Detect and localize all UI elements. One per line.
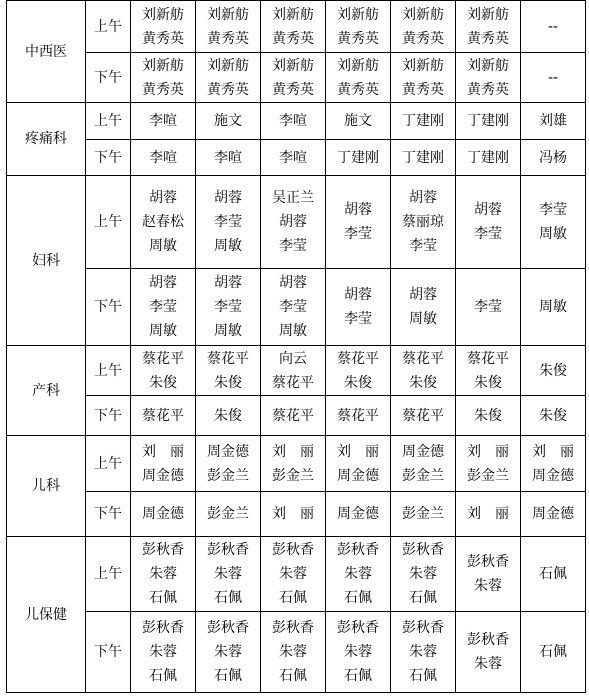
doctor-name: 刘新舫	[402, 57, 444, 74]
doctor-name: 胡蓉	[409, 287, 437, 303]
doctor-name: 刘 丽	[532, 443, 574, 460]
doctor-name: 朱俊	[344, 374, 372, 391]
doctor-name: 蔡丽琼	[402, 214, 444, 230]
doctor-name: 黄秀英	[402, 30, 444, 47]
doctor-name: --	[547, 18, 559, 35]
schedule-cell	[131, 140, 196, 176]
period-cell: 下午	[86, 53, 131, 103]
period-cell: 下午	[86, 612, 131, 693]
doctor-name: 刘新舫	[467, 57, 509, 74]
schedule-cell	[131, 269, 196, 346]
schedule-cell	[391, 103, 456, 140]
doctor-name: 李莹	[279, 238, 307, 254]
doctor-name: 彭秋香	[272, 542, 314, 558]
doctor-name: 刘 丽	[467, 506, 509, 522]
doctor-name: 朱俊	[409, 374, 437, 391]
schedule-row	[7, 140, 586, 176]
schedule-cell	[521, 612, 586, 693]
doctor-name: 蔡花平	[467, 350, 509, 367]
doctor-name: 李喧	[279, 149, 307, 166]
schedule-cell	[521, 176, 586, 269]
schedule-cell	[521, 492, 586, 537]
schedule-cell	[261, 492, 326, 537]
doctor-name: 朱蓉	[344, 566, 372, 582]
doctor-name: 石佩	[409, 668, 437, 684]
doctor-name: 朱蓉	[279, 644, 307, 660]
doctor-name: 彭金兰	[467, 467, 509, 484]
doctor-name: 黄秀英	[207, 30, 249, 47]
doctor-name: 周敏	[214, 238, 242, 254]
schedule-cell	[326, 103, 391, 140]
doctor-name: 刘新舫	[337, 57, 379, 74]
doctor-name: 黄秀英	[402, 81, 444, 98]
schedule-cell	[391, 269, 456, 346]
schedule-cell	[521, 53, 586, 103]
schedule-row	[7, 537, 586, 612]
doctor-name: 李莹	[539, 202, 567, 218]
doctor-name: 朱俊	[214, 374, 242, 391]
department-cell: 中西医	[7, 1, 86, 103]
doctor-name: 周敏	[149, 323, 177, 339]
schedule-cell	[131, 1, 196, 53]
schedule-cell	[391, 396, 456, 436]
schedule-cell	[391, 1, 456, 53]
schedule-cell	[196, 396, 261, 436]
doctor-name: 朱俊	[539, 407, 567, 424]
schedule-cell	[261, 140, 326, 176]
doctor-name: 彭秋香	[207, 542, 249, 558]
schedule-row	[7, 396, 586, 436]
schedule-row	[7, 269, 586, 346]
doctor-name: 吴正兰	[272, 190, 314, 206]
doctor-name: 彭秋香	[467, 632, 509, 648]
schedule-cell	[326, 396, 391, 436]
schedule-cell	[261, 612, 326, 693]
doctor-name: 周金德	[532, 506, 574, 522]
doctor-name: 周金德	[532, 467, 574, 484]
doctor-name: 朱蓉	[344, 644, 372, 660]
schedule-cell	[326, 176, 391, 269]
doctor-name: 刘新舫	[272, 6, 314, 23]
schedule-row	[7, 346, 586, 396]
doctor-name: 周金德	[142, 467, 184, 484]
schedule-cell	[521, 140, 586, 176]
doctor-name: 朱蓉	[214, 566, 242, 582]
schedule-cell	[326, 436, 391, 492]
schedule-cell	[196, 269, 261, 346]
period-cell: 上午	[86, 1, 131, 53]
doctor-name: 李莹	[149, 299, 177, 315]
schedule-cell	[391, 492, 456, 537]
doctor-name: 刘新舫	[142, 6, 184, 23]
doctor-name: 石佩	[539, 644, 567, 660]
schedule-cell	[456, 176, 521, 269]
doctor-name: 蔡花平	[402, 407, 444, 424]
schedule-row	[7, 103, 586, 140]
period-cell: 上午	[86, 103, 131, 140]
schedule-cell	[131, 53, 196, 103]
doctor-name: 周金德	[142, 506, 184, 522]
schedule-cell	[456, 103, 521, 140]
schedule-cell	[196, 176, 261, 269]
doctor-name: 朱蓉	[409, 566, 437, 582]
doctor-name: 石佩	[214, 590, 242, 606]
doctor-name: 石佩	[344, 590, 372, 606]
schedule-row	[7, 612, 586, 693]
schedule-cell	[456, 53, 521, 103]
schedule-cell	[521, 436, 586, 492]
doctor-name: 朱俊	[474, 374, 502, 391]
doctor-name: 彭秋香	[272, 620, 314, 636]
doctor-name: 刘新舫	[142, 57, 184, 74]
doctor-name: 李莹	[279, 299, 307, 315]
doctor-name: 施文	[214, 113, 242, 129]
schedule-cell	[196, 346, 261, 396]
doctor-name: 朱蓉	[474, 656, 502, 672]
doctor-name: 李喧	[149, 113, 177, 129]
doctor-name: --	[547, 69, 559, 86]
doctor-name: 胡蓉	[474, 202, 502, 218]
doctor-name: 胡蓉	[409, 190, 437, 206]
schedule-cell	[261, 396, 326, 436]
schedule-cell	[326, 612, 391, 693]
doctor-name: 丁建刚	[467, 149, 509, 166]
schedule-cell	[456, 140, 521, 176]
doctor-name: 刘 丽	[467, 443, 509, 460]
doctor-name: 朱俊	[149, 374, 177, 391]
schedule-cell	[456, 396, 521, 436]
doctor-name: 蔡花平	[142, 407, 184, 424]
doctor-name: 刘 丽	[337, 443, 379, 460]
schedule-cell	[261, 537, 326, 612]
doctor-name: 朱蓉	[214, 644, 242, 660]
doctor-name: 周敏	[539, 299, 567, 315]
schedule-cell	[391, 537, 456, 612]
schedule-cell	[196, 140, 261, 176]
department-cell: 儿科	[7, 436, 86, 537]
schedule-cell	[326, 537, 391, 612]
doctor-name: 李喧	[149, 149, 177, 166]
doctor-name: 胡蓉	[214, 275, 242, 291]
schedule-cell	[196, 436, 261, 492]
doctor-name: 蔡花平	[272, 374, 314, 391]
doctor-name: 胡蓉	[344, 202, 372, 218]
doctor-name: 周敏	[279, 323, 307, 339]
doctor-name: 周金德	[402, 443, 444, 460]
doctor-name: 彭秋香	[337, 620, 379, 636]
period-cell: 上午	[86, 176, 131, 269]
doctor-name: 李莹	[214, 214, 242, 230]
schedule-cell	[131, 492, 196, 537]
doctor-name: 刘新舫	[402, 6, 444, 23]
doctor-name: 黄秀英	[142, 81, 184, 98]
doctor-name: 刘 丽	[272, 506, 314, 522]
schedule-cell	[391, 176, 456, 269]
doctor-name: 石佩	[539, 566, 567, 582]
doctor-name: 石佩	[409, 590, 437, 606]
doctor-name: 彭金兰	[207, 467, 249, 484]
doctor-name: 刘新舫	[207, 6, 249, 23]
doctor-name: 李莹	[214, 299, 242, 315]
schedule-cell	[196, 612, 261, 693]
schedule-cell	[326, 492, 391, 537]
schedule-cell	[521, 269, 586, 346]
schedule-cell	[261, 53, 326, 103]
doctor-name: 蔡花平	[337, 350, 379, 367]
department-cell: 疼痛科	[7, 103, 86, 176]
doctor-name: 朱蓉	[279, 566, 307, 582]
doctor-name: 丁建刚	[402, 149, 444, 166]
doctor-name: 蔡花平	[337, 407, 379, 424]
schedule-row	[7, 1, 586, 53]
department-cell: 产科	[7, 346, 86, 436]
schedule-cell	[456, 492, 521, 537]
schedule-cell	[391, 53, 456, 103]
schedule-cell	[456, 269, 521, 346]
doctor-name: 刘雄	[539, 113, 567, 129]
period-cell: 上午	[86, 436, 131, 492]
schedule-cell	[261, 103, 326, 140]
schedule-cell	[456, 436, 521, 492]
schedule-cell	[456, 1, 521, 53]
period-cell: 上午	[86, 537, 131, 612]
doctor-name: 丁建刚	[402, 113, 444, 129]
doctor-name: 彭秋香	[402, 542, 444, 558]
doctor-name: 蔡花平	[402, 350, 444, 367]
doctor-name: 李喧	[279, 113, 307, 129]
period-cell: 上午	[86, 346, 131, 396]
schedule-cell	[196, 492, 261, 537]
doctor-name: 朱俊	[214, 407, 242, 424]
schedule-body	[7, 1, 586, 693]
doctor-name: 黄秀英	[467, 30, 509, 47]
doctor-name: 石佩	[149, 668, 177, 684]
schedule-cell	[261, 269, 326, 346]
doctor-name: 胡蓉	[279, 275, 307, 291]
doctor-name: 朱俊	[539, 362, 567, 379]
doctor-name: 胡蓉	[279, 214, 307, 230]
doctor-name: 蔡花平	[142, 350, 184, 367]
schedule-cell	[456, 346, 521, 396]
schedule-row	[7, 176, 586, 269]
doctor-name: 周金德	[337, 467, 379, 484]
doctor-name: 冯杨	[539, 149, 567, 166]
doctor-name: 李莹	[474, 226, 502, 242]
schedule-cell	[131, 176, 196, 269]
doctor-name: 黄秀英	[207, 81, 249, 98]
doctor-name: 施文	[344, 113, 372, 129]
doctor-name: 朱俊	[474, 407, 502, 424]
doctor-name: 胡蓉	[214, 190, 242, 206]
doctor-name: 黄秀英	[142, 30, 184, 47]
doctor-name: 周敏	[214, 323, 242, 339]
doctor-name: 李喧	[214, 149, 242, 166]
doctor-name: 朱蓉	[149, 566, 177, 582]
schedule-cell	[196, 537, 261, 612]
schedule-cell	[391, 140, 456, 176]
doctor-name: 李莹	[344, 311, 372, 327]
schedule-cell	[326, 269, 391, 346]
doctor-name: 石佩	[279, 668, 307, 684]
period-cell: 下午	[86, 396, 131, 436]
doctor-name: 刘 丽	[142, 443, 184, 460]
schedule-cell	[261, 1, 326, 53]
doctor-name: 彭金兰	[402, 506, 444, 522]
schedule-cell	[131, 436, 196, 492]
doctor-name: 周敏	[149, 238, 177, 254]
doctor-name: 黄秀英	[337, 81, 379, 98]
schedule-row	[7, 436, 586, 492]
period-cell: 下午	[86, 269, 131, 346]
doctor-name: 李莹	[344, 226, 372, 242]
schedule-cell	[521, 346, 586, 396]
schedule-cell	[456, 537, 521, 612]
doctor-name: 彭秋香	[402, 620, 444, 636]
schedule-cell	[391, 436, 456, 492]
doctor-name: 丁建刚	[337, 149, 379, 166]
doctor-name: 彭金兰	[272, 467, 314, 484]
doctor-name: 彭秋香	[142, 620, 184, 636]
doctor-name: 石佩	[149, 590, 177, 606]
schedule-cell	[391, 612, 456, 693]
schedule-cell	[131, 612, 196, 693]
schedule-cell	[521, 103, 586, 140]
schedule-cell	[326, 140, 391, 176]
doctor-name: 周金德	[207, 443, 249, 460]
schedule-cell	[131, 346, 196, 396]
doctor-name: 朱蓉	[409, 644, 437, 660]
schedule-cell	[521, 396, 586, 436]
doctor-name: 黄秀英	[467, 81, 509, 98]
schedule-cell	[131, 103, 196, 140]
doctor-name: 刘新舫	[337, 6, 379, 23]
doctor-name: 彭秋香	[207, 620, 249, 636]
doctor-name: 黄秀英	[337, 30, 379, 47]
doctor-name: 石佩	[344, 668, 372, 684]
doctor-name: 赵春松	[142, 214, 184, 230]
doctor-name: 胡蓉	[344, 287, 372, 303]
schedule-cell	[326, 1, 391, 53]
schedule-row	[7, 53, 586, 103]
doctor-name: 彭金兰	[402, 467, 444, 484]
schedule-cell	[196, 103, 261, 140]
schedule-cell	[391, 346, 456, 396]
doctor-name: 蔡花平	[272, 407, 314, 424]
schedule-cell	[131, 396, 196, 436]
doctor-name: 彭金兰	[207, 506, 249, 522]
doctor-name: 黄秀英	[272, 30, 314, 47]
doctor-schedule-table	[6, 0, 586, 693]
schedule-cell	[261, 176, 326, 269]
schedule-cell	[261, 346, 326, 396]
doctor-name: 刘新舫	[467, 6, 509, 23]
doctor-name: 李莹	[474, 299, 502, 315]
schedule-cell	[131, 537, 196, 612]
schedule-cell	[196, 53, 261, 103]
doctor-name: 朱蓉	[474, 578, 502, 594]
period-cell: 下午	[86, 492, 131, 537]
doctor-name: 刘 丽	[272, 443, 314, 460]
schedule-cell	[456, 612, 521, 693]
department-cell: 妇科	[7, 176, 86, 346]
doctor-name: 李莹	[409, 238, 437, 254]
doctor-name: 胡蓉	[149, 190, 177, 206]
doctor-name: 向云	[279, 350, 307, 367]
doctor-name: 周敏	[409, 311, 437, 327]
period-cell: 下午	[86, 140, 131, 176]
schedule-row	[7, 492, 586, 537]
schedule-cell	[521, 537, 586, 612]
doctor-name: 蔡花平	[207, 350, 249, 367]
schedule-cell	[326, 346, 391, 396]
doctor-name: 彭秋香	[337, 542, 379, 558]
schedule-cell	[261, 436, 326, 492]
doctor-name: 石佩	[214, 668, 242, 684]
doctor-name: 彭秋香	[142, 542, 184, 558]
doctor-name: 丁建刚	[467, 113, 509, 129]
department-cell: 儿保健	[7, 537, 86, 693]
doctor-name: 周金德	[337, 506, 379, 522]
doctor-name: 黄秀英	[272, 81, 314, 98]
doctor-name: 刘新舫	[207, 57, 249, 74]
doctor-name: 周敏	[539, 226, 567, 242]
doctor-name: 彭秋香	[467, 554, 509, 570]
doctor-name: 刘新舫	[272, 57, 314, 74]
doctor-name: 石佩	[279, 590, 307, 606]
schedule-cell	[521, 1, 586, 53]
doctor-name: 朱蓉	[149, 644, 177, 660]
schedule-cell	[196, 1, 261, 53]
doctor-name: 胡蓉	[149, 275, 177, 291]
schedule-cell	[326, 53, 391, 103]
